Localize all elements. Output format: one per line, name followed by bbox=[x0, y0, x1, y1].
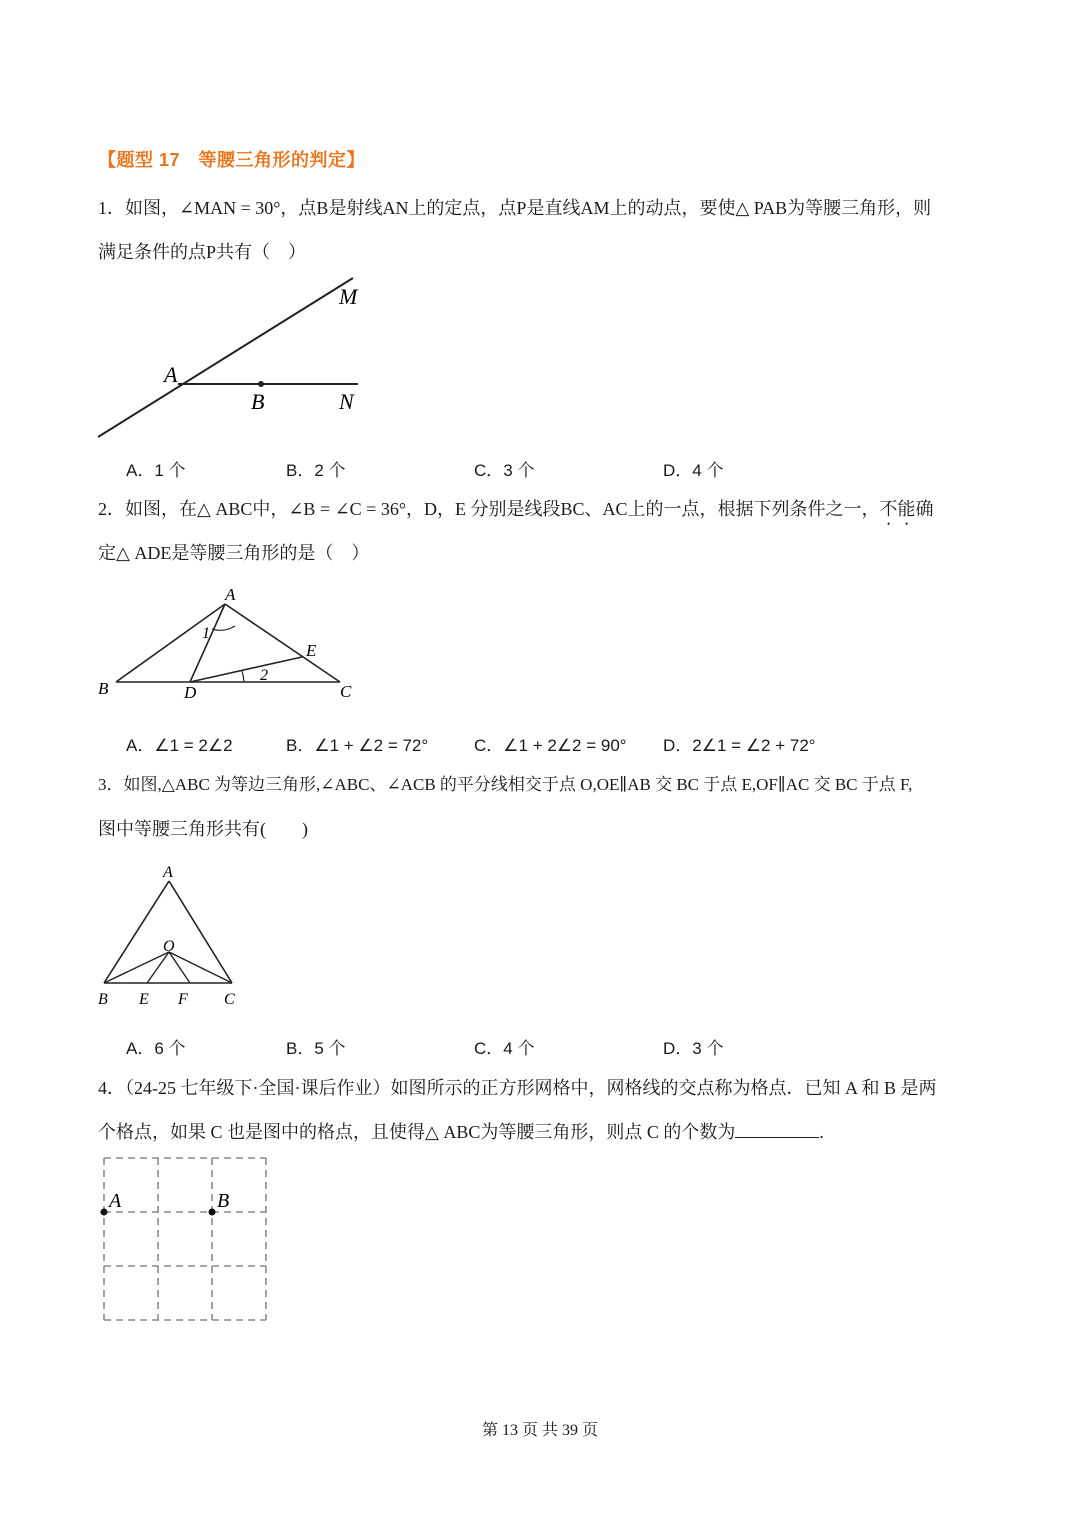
segment-ab bbox=[116, 604, 225, 682]
label-e: E bbox=[139, 991, 149, 1008]
q2-line1-pre: 2．如图，在△ ABC中，∠B = ∠C = 36°，D，E 分别是线段BC、AC上的一点，根据下列条件之一， bbox=[98, 499, 880, 519]
answer-blank[interactable] bbox=[735, 1117, 819, 1138]
q2-line1-post: 确 bbox=[915, 499, 934, 519]
q3-option-d[interactable]: D．3 个 bbox=[663, 1039, 724, 1058]
label-c: C bbox=[224, 991, 235, 1008]
question-3-line-1: 3．如图,△ABC 为等边三角形,∠ABC、∠ACB 的平分线相交于点 O,OE∥AB 交 BC 于点 E,OF∥AC 交 BC 于点 F, bbox=[98, 775, 913, 794]
label-b: B bbox=[98, 991, 108, 1008]
q4-line2-post: . bbox=[819, 1122, 824, 1142]
question-4-grid-figure bbox=[96, 1150, 276, 1330]
label-e: E bbox=[306, 641, 317, 660]
question-4-line-2 bbox=[98, 1110, 988, 1154]
question-4-line-1: 4．（24-25 七年级下·全国·课后作业）如图所示的正方形网格中，网格线的交点称为格点．已知 A 和 B 是两 bbox=[98, 1078, 937, 1098]
question-1-line-1: 1．如图，∠MAN = 30°，点B是射线AN上的定点，点P是直线AM上的动点，要使△ PAB为等腰三角形，则 bbox=[98, 198, 932, 218]
label-c: C bbox=[340, 682, 352, 701]
q1-option-a[interactable]: A．1 个 bbox=[126, 461, 186, 480]
label-b: B bbox=[98, 679, 109, 698]
label-angle-2: 2 bbox=[260, 667, 268, 684]
label-d: D bbox=[184, 683, 197, 702]
q3-option-c[interactable]: C．4 个 bbox=[474, 1039, 535, 1058]
label-o: O bbox=[163, 938, 175, 955]
ray-am bbox=[98, 278, 353, 437]
q1-option-b[interactable]: B．2 个 bbox=[286, 461, 346, 480]
question-2-line-1 bbox=[98, 487, 988, 531]
label-f: F bbox=[178, 991, 188, 1008]
question-1-figure bbox=[90, 270, 380, 445]
question-1-line-2: 满足条件的点P共有（ ） bbox=[98, 242, 307, 262]
q3-option-a[interactable]: A．6 个 bbox=[126, 1039, 186, 1058]
label-angle-1: 1 bbox=[202, 625, 210, 642]
label-a: A bbox=[164, 362, 178, 387]
q1-option-d[interactable]: D．4 个 bbox=[663, 461, 724, 480]
point-a bbox=[101, 1209, 108, 1216]
point-b bbox=[209, 1209, 216, 1216]
label-m: M bbox=[339, 284, 358, 309]
dashed-grid bbox=[104, 1158, 266, 1320]
question-3-figure bbox=[92, 860, 252, 1012]
q2-option-a[interactable]: A．∠1 = 2∠2 bbox=[126, 736, 233, 755]
label-b: B bbox=[251, 389, 265, 414]
q1-option-c[interactable]: C．3 个 bbox=[474, 461, 535, 480]
label-a: A bbox=[109, 1190, 122, 1212]
label-b: B bbox=[217, 1190, 230, 1212]
angle-2-arc bbox=[242, 671, 244, 682]
q2-option-b[interactable]: B．∠1 + ∠2 = 72° bbox=[286, 736, 429, 755]
q2-option-d[interactable]: D．2∠1 = ∠2 + 72° bbox=[663, 736, 816, 755]
q2-option-c[interactable]: C．∠1 + 2∠2 = 90° bbox=[474, 736, 627, 755]
point-b bbox=[258, 381, 264, 387]
q3-option-b[interactable]: B．5 个 bbox=[286, 1039, 346, 1058]
label-n: N bbox=[339, 389, 354, 414]
question-2-line-2: 定△ ADE是等腰三角形的是（ ） bbox=[98, 543, 370, 563]
section-title: 【题型 17 等腰三角形的判定】 bbox=[98, 150, 366, 170]
label-a: A bbox=[163, 864, 173, 881]
question-3-line-2: 图中等腰三角形共有( ) bbox=[98, 819, 308, 839]
q4-line2-pre: 个格点，如果 C 也是图中的格点，且使得△ ABC为等腰三角形，则点 C 的个数为 bbox=[98, 1122, 736, 1142]
segment-de bbox=[190, 657, 302, 682]
question-2-figure bbox=[90, 582, 370, 707]
label-a: A bbox=[225, 585, 236, 604]
page-footer: 第 13 页 共 39 页 bbox=[481, 1422, 598, 1439]
q2-line1-emphasis: 不能 bbox=[879, 499, 916, 519]
